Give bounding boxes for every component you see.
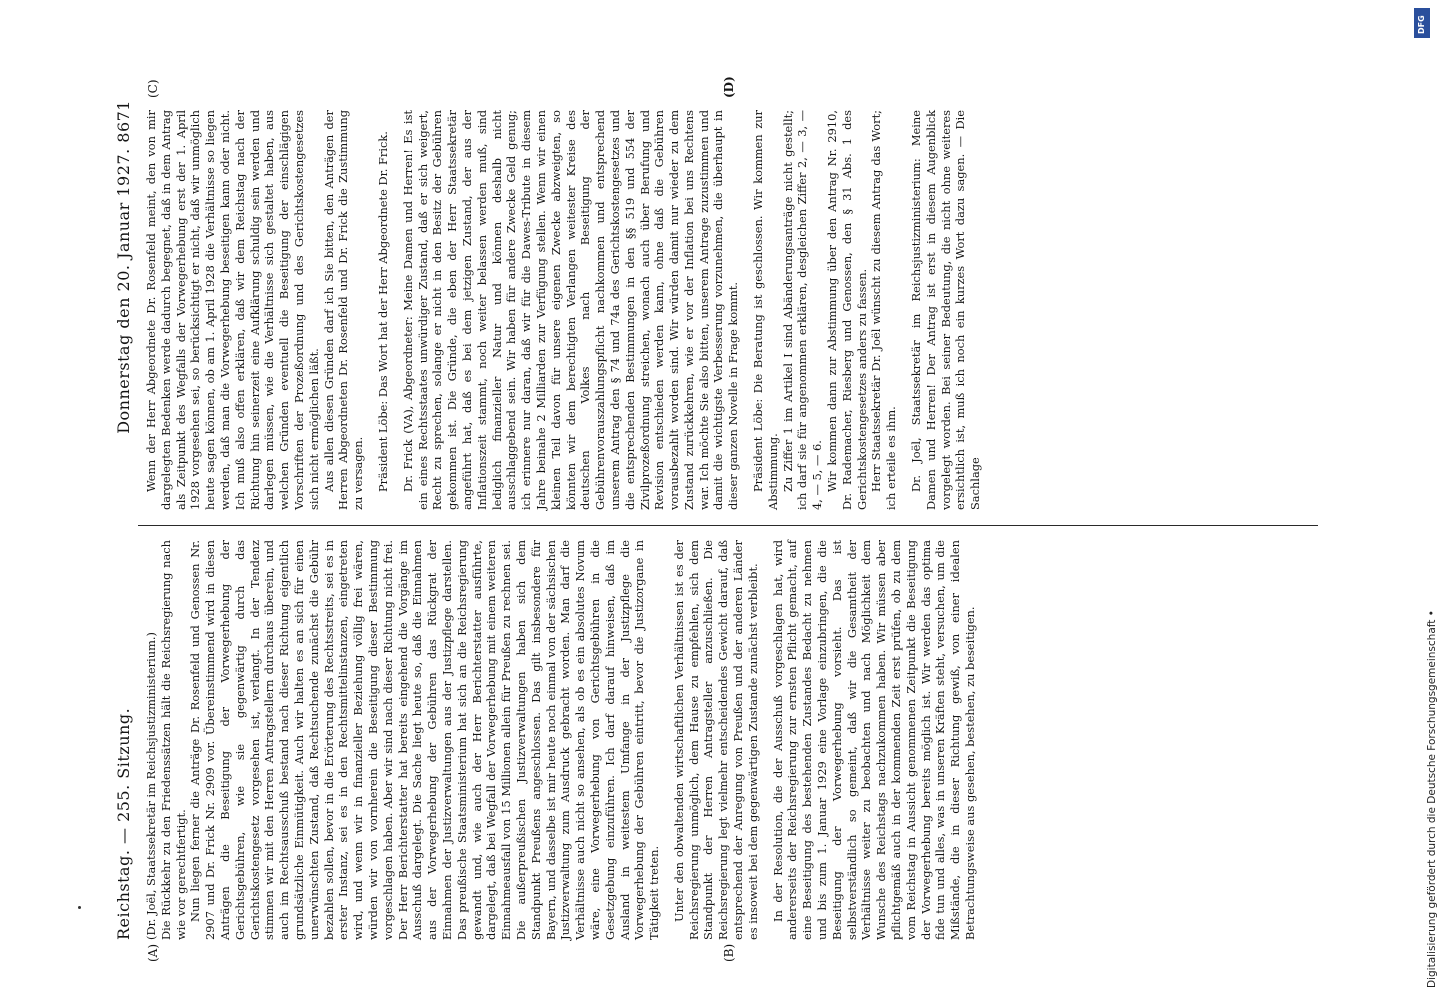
paragraph: Herr Staatssekretär Dr. Joël wünscht zu diesem Antrag das Wort; ich erteile es ihm. (869, 110, 899, 510)
margin-dot (78, 906, 81, 909)
speaker-paragraph: Präsident Löbe: Die Beratung ist geschlossen. Wir kommen zur Abstimmung. (751, 110, 780, 510)
dfg-logo-text: DFG (1417, 15, 1426, 34)
paragraph: Die Rückkehr zu den Friedenssätzen hält die Reichsregierung nach wie vor gerechtfertigt. (158, 540, 188, 940)
paragraph: Zu Ziffer 1 im Artikel I sind Abänderungsanträge nicht gestellt; ich darf sie für angenommen erklären, desgleichen Ziffer 2, — 3, — 4, — 5, — 6. (780, 110, 825, 510)
header-left: Reichstag. — 255. Sitzung. (114, 707, 133, 940)
column-divider (138, 525, 1318, 526)
paragraph: Wir kommen dann zur Abstimmung über den Antrag Nr. 2910, Dr. Rademacher, Riesberg und Genossen, den § 31 Abs. 1 des Gerichtskostengesetzes anders zu fassen. (825, 110, 869, 510)
rotated-page (112, 76, 1322, 962)
paragraph: Wenn der Herr Abgeordnete Dr. Rosenfeld meint, den von mir dargelegten Bedenken werde dadurch begegnet, daß in dem Antrag als Zeitpunkt des Wegfalls der Vorwegerhebung erst der 1. April 1928 vorgesehen sei, so berücksichtigt er nicht, daß wir unmöglich heute sagen können, ob am 1. April 1928 die Verhältnisse so liegen werden, daß man die Vorwegerhebung beseitigen kann oder nicht. Ich muß also offen erklären, daß wir dem Reichstag nach der Richtung hin seinerzeit eine Aufklärung schuldig sein werden und darlegen müssen, wie die Verhältnisse sich gestaltet haben, aus welchen Gründen eventuell die Beseitigung der einschlägigen Vorschriften der Prozeßordnung und des Gerichtskostengesetzes sich nicht ermöglichen läßt. (144, 110, 321, 510)
paragraph: Aus allen diesen Gründen darf ich Sie bitten, den Anträgen der Herren Abgeordneten Dr. Rosenfeld und Dr. Frick die Zustimmung zu versagen. (321, 110, 366, 510)
digitization-note (1408, 8, 1438, 988)
speaker-paragraph: Dr. Joël, Staatssekretär im Reichsjustizministerium: Meine Damen und Herren! Der Antrag ist erst in diesem Augenblick vorgelegt worden. Bei seiner Bedeutung, die nicht ohne weiteres ersichtlich ist, muß ich noch ein kurzes Wort dazu sagen. — Die Sachlage (909, 110, 983, 510)
paragraph: Nun liegen ferner die Anträge Dr. Rosenfeld und Genossen Nr. 2907 und Dr. Frick Nr. 2909 vor. Übereinstimmend wird in diesen Anträgen die Beseitigung der Vorwegerhebung der Gerichtsgebühren, wie sie gegenwärtig durch das Gerichtskostengesetz vorgesehen ist, verlangt. In der Tendenz stimmen wir mit den Herren Antragstellern durchaus überein, und auch im Rechtsausschuß bestand nach dieser Richtung eigentlich grundsätzliche Einmütigkeit. Auch wir halten es an sich für einen unerwünschten Zustand, daß Rechtsuchende zunächst die Gebühr bezahlen sollen, bevor in die Erörterung des Rechtsstreits, sei es in erster Instanz, sei es in den Rechtsmittelinstanzen, eingetreten wird, und wenn wir in finanzieller Beziehung völlig frei wären, würden wir von vornherein die Beseitigung dieser Bestimmung vorgeschlagen haben. Aber wir sind nach dieser Richtung nicht frei. Der Herr Berichterstatter hat bereits eingehend die Vorgänge im Ausschuß dargelegt. Die Sache liegt heute so, daß die Einnahmen aus der Vorwegerhebung der Gebühren das Rückgrat der Einnahmen der Justizverwaltungen aus der Justizpflege darstellen. Das preußische Staatsministerium hat sich an die Reichsregierung gewandt und, wie auch der Herr Berichterstatter ausführte, dargelegt, daß bei Wegfall der Vorwegerhebung mit einem weiteren Einnahmeausfall von 15 Millionen allein für Preußen zu rechnen sei. Die außerpreußischen Justizverwaltungen haben sich dem Standpunkt Preußens angeschlossen. Das gilt insbesondere für Bayern, und dasselbe ist mir heute noch einmal von der sächsischen Justizverwaltung zum Ausdruck gebracht worden. Man darf die Verhältnisse auch nicht so ansehen, als ob es ein absolutes Novum wäre, eine Vorwegerhebung von Gerichtsgebühren in die Gesetzgebung einzuführen. Ich darf darauf hinweisen, daß im Ausland in weitestem Umfange in der Justizpflege die Vorwegerhebung der Gebühren eintritt, bevor die Justizorgane in Tätigkeit treten. (188, 540, 662, 940)
paragraph: Unter den obwaltenden wirtschaftlichen Verhältnissen ist es der Reichsregierung unmöglich, dem Hause zu empfehlen, sich dem Standpunkt der Herren Antragsteller anzuschließen. Die Reichsregierung legt vielmehr entscheidendes Gewicht darauf, daß entsprechend der Anregung von Preußen und der anderen Länder es insoweit bei dem gegenwärtigen Zustande zunächst verbleibt. (671, 540, 760, 940)
paragraph: In der Resolution, die der Ausschuß vorgeschlagen hat, wird andererseits der Reichsregierung zur ernsten Pflicht gemacht, auf eine Beseitigung des bestehenden Zustandes Bedacht zu nehmen und bis zum 1. Januar 1929 eine Vorlage einzubringen, die die Beseitigung der Vorwegerhebung vorsieht. Das ist selbstverständlich so gemeint, daß wir die Gesamtheit der Verhältnisse weiter zu beobachten und nach Möglichkeit dem Wunsche des Reichstags nachzukommen haben. Wir müssen aber pflichtgemäß auch in der kommenden Zeit erst prüfen, ob zu dem vom Reichstag in Aussicht genommenen Zeitpunkt die Beseitigung der Vorwegerhebung bereits möglich ist. Wir werden das optima fide tun und alles, was in unseren Kräften steht, versuchen, um die Mißstände, die in dieser Richtung gewiß, von einer idealen Betrachtungsweise aus gesehen, bestehen, zu beseitigen. (770, 540, 978, 940)
header-right: Donnerstag den 20. Januar 1927. 8671 (114, 100, 133, 434)
margin-mark-d: (D) (722, 76, 736, 98)
margin-mark-c: (C) (146, 79, 160, 98)
right-column (144, 110, 983, 510)
digitization-note-text: Digitalisierung gefördert durch die Deutsche Forschungsgemeinschaft • (1426, 610, 1438, 988)
speaker-paragraph: Präsident Löbe: Das Wort hat der Herr Abgeordnete Dr. Frick. (375, 131, 390, 492)
margin-mark-a: (A) (146, 943, 160, 962)
speaker-line: (Dr. Joël, Staatssekretär im Reichsjustizministerium.) (144, 632, 158, 940)
page-header (112, 100, 138, 940)
margin-mark-b: (B) (722, 943, 736, 962)
left-column (144, 540, 978, 940)
speaker-paragraph: Dr. Frick (VA), Abgeordneter: Meine Damen und Herren! Es ist ein eines Rechtsstaates unwürdiger Zustand, daß er sich weigert, Recht zu sprechen, solange er nicht in den Besitz der Gebühren gekommen ist. Die Gründe, die eben der Herr Staatssekretär angeführt hat, daß es bei dem jetzigen Zustand, der aus der Inflationszeit stammt, noch weiter belassen werden muß, sind lediglich finanzieller Natur und können deshalb nicht ausschlaggebend sein. Wir haben für andere Zwecke Geld genug; ich erinnere nur daran, daß wir für die Dawes-Tribute in diesem Jahre beinahe 2 Milliarden zur Verfügung stellen. Wenn wir einen kleinen Teil davon für unsere eigenen Zwecke abzweigten, so könnten wir dem berechtigten Verlangen weitester Kreise des deutschen Volkes nach Beseitigung der Gebührenvorauszahlungspflicht nachkommen und entsprechend unserem Antrag den § 74 und 74a des Gerichtskostengesetzes und die entsprechenden Bestimmungen in den §§ 519 und 554 der Zivilprozeßordnung streichen, wonach auch über Berufung und Revision entschieden werden kann, ohne daß die Gebühren vorausbezahlt worden sind. Wir würden damit nur wieder zu dem Zustand zurückkehren, wie er vor der Inflation bei uns Rechtens war. Ich möchte Sie also bitten, unserem Antrage zuzustimmen und damit die wichtigste Verbesserung vorzunehmen, die überhaupt in dieser ganzen Novelle in Frage kommt. (400, 110, 741, 510)
